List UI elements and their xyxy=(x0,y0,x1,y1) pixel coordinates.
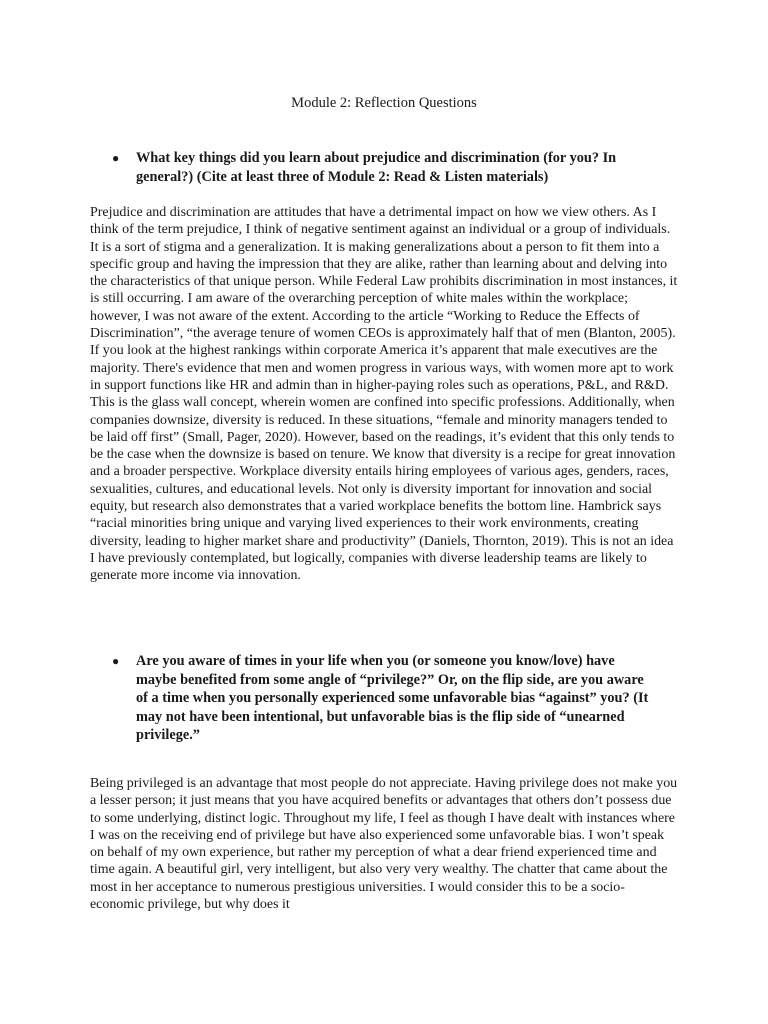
bullet-icon: ● xyxy=(112,654,120,668)
question-2 xyxy=(112,652,652,745)
page-title: Module 2: Reflection Questions xyxy=(291,95,477,111)
question-1 xyxy=(112,149,652,186)
answer-1-paragraph: Prejudice and discrimination are attitudes that have a detrimental impact on how we view others. As I think of the term prejudice, I think of negative sentiment against an individual or a group of individuals. It is a sort of stigma and a generalization. It is making generalizations about a person to fit them into a specific group and having the impression that they are alike, rather than learning about and delving into the characteristics of that unique person. While Federal Law prohibits discrimination in most instances, it is still occurring. I am aware of the overarching perception of white males within the workplace; however, I was not aware of the extent. According to the article “Working to Reduce the Effects of Discrimination”, “the average tenure of women CEOs is approximately half that of men (Blanton, 2005). If you look at the highest rankings within corporate America it’s apparent that male executives are the majority. There's evidence that men and women progress in various ways, with women more apt to work in support functions like HR and admin than in higher-paying roles such as operations, P&L, and R&D. This is the glass wall concept, wherein women are confined into specific professions. Additionally, when companies downsize, diversity is reduced. In these situations, “female and minority managers tended to be laid off first” (Small, Pager, 2020). However, based on the readings, it’s evident that this only tends to be the case when the downsize is based on tenure. We know that diversity is a recipe for great innovation and a broader perspective. Workplace diversity entails hiring employees of various ages, genders, races, sexualities, cultures, and educational levels. Not only is diversity important for innovation and social equity, but research also demonstrates that a varied workplace benefits the bottom line. Hambrick says “racial minorities bring unique and varying lived experiences to their work environments, creating diversity, leading to higher market share and productivity” (Daniels, Thornton, 2019). This is not an idea I have previously contemplated, but logically, companies with diverse leadership teams are likely to generate more income via innovation. xyxy=(90,205,678,584)
question-1-text: What key things did you learn about prejudice and discrimination (for you? In general?) (Cite at least three of Module 2: Read & Listen materials) xyxy=(136,150,617,185)
question-2-text: Are you aware of times in your life when you (or someone you know/love) have maybe benefited from some angle of “privilege?” Or, on the flip side, are you aware of a time when you personally experienced some unfavorable bias “against” you? (It may not have been intentional, but unfavorable bias is the flip side of “unearned privilege.” xyxy=(136,653,649,743)
answer-2-paragraph: Being privileged is an advantage that most people do not appreciate. Having privilege does not make you a lesser person; it just means that you have acquired benefits or advantages that others don’t possess due to some underlying, distinct logic. Throughout my life, I feel as though I have dealt with instances where I was on the receiving end of privilege but have also experienced some unfavorable bias. I won’t speak on behalf of my own experience, but rather my perception of what a dear friend experienced time and time again. A beautiful girl, very intelligent, but also very very wealthy. The chatter that came about the most in her acceptance to numerous prestigious universities. I would consider this to be a socio-economic privilege, but why does it xyxy=(90,776,678,913)
bullet-icon: ● xyxy=(112,151,120,165)
